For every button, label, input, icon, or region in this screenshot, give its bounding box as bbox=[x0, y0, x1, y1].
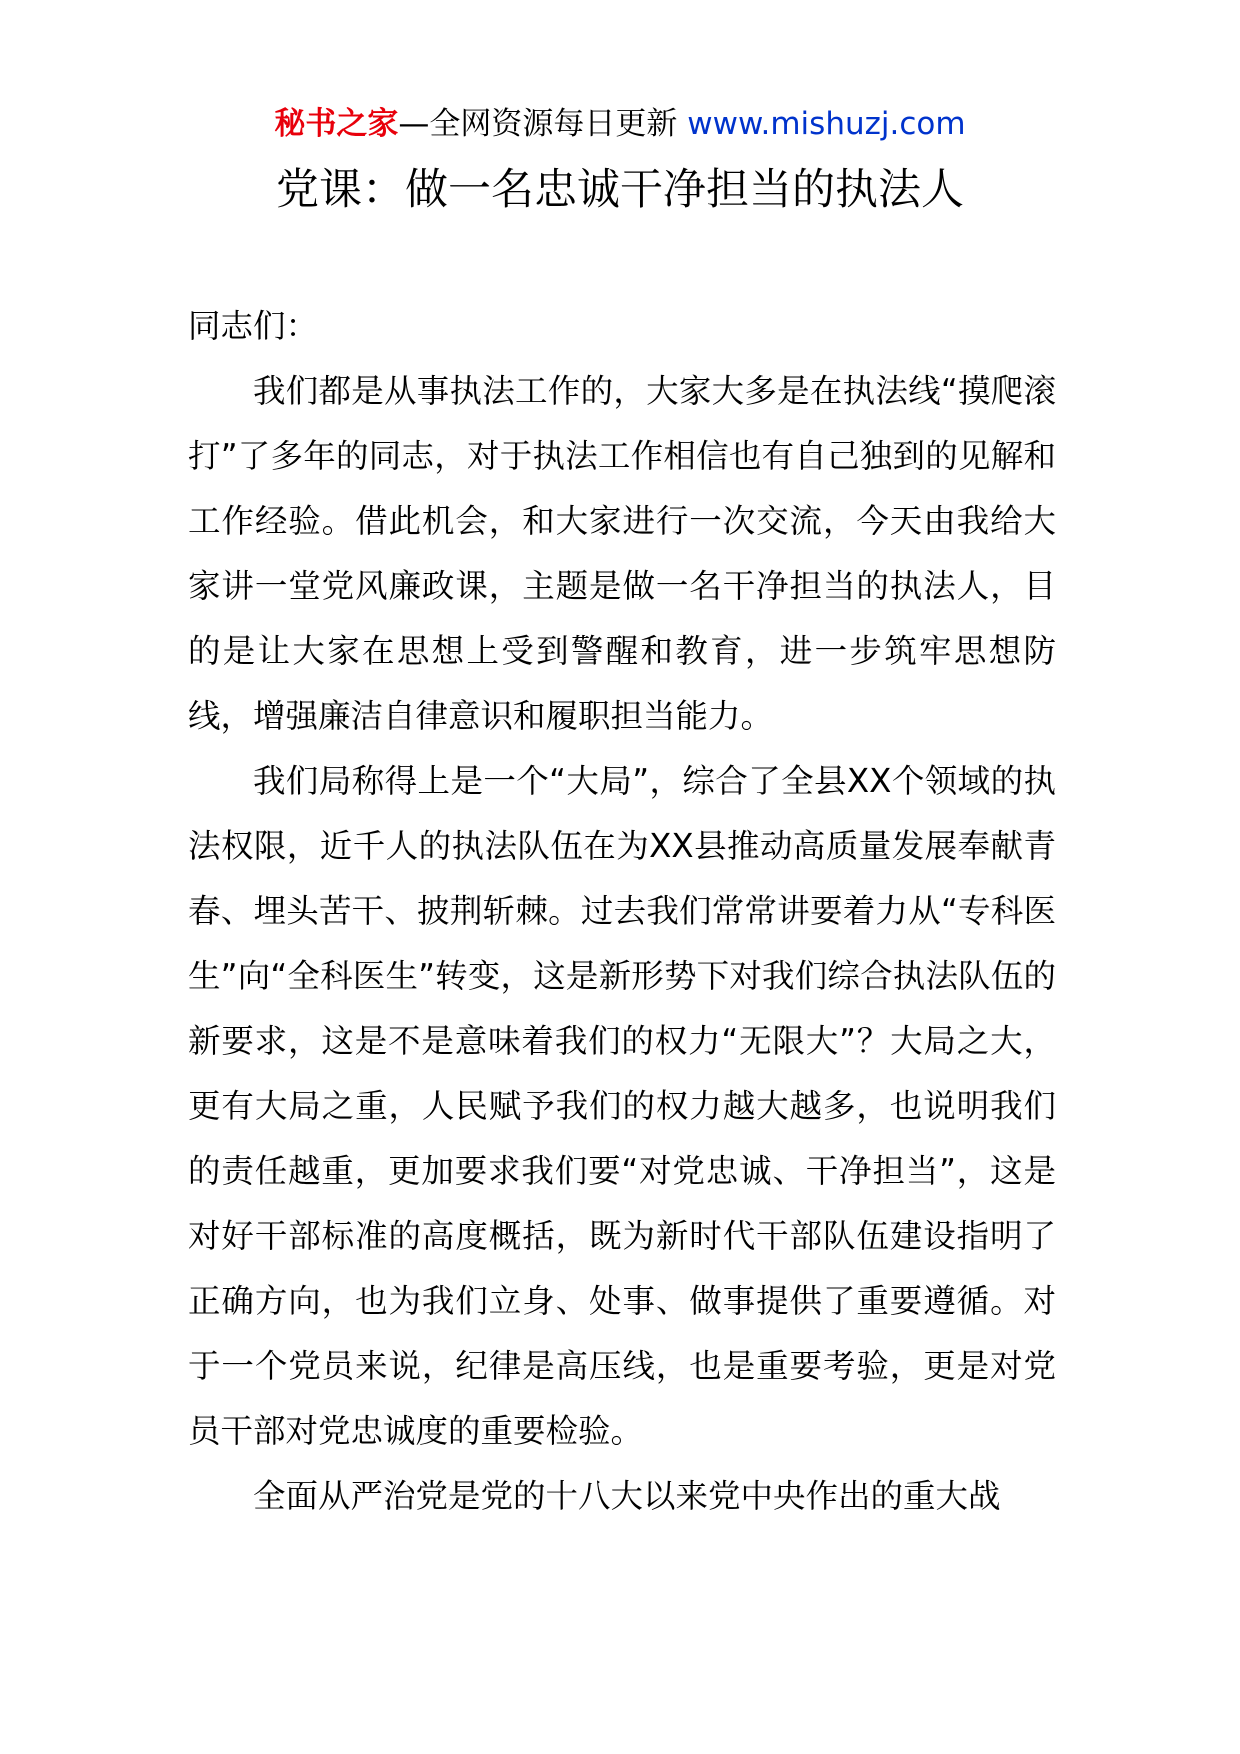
paragraph-1: 我们都是从事执法工作的，大家大多是在执法线“摸爬滚打”了多年的同志，对于执法工作相信也有自己独到的见解和工作经验。借此机会，和大家进行一次交流，今天由我给大家讲一堂党风廉政课，主题是做一名干净担当的执法人，目的是让大家在思想上受到警醒和教育，进一步筑牢思想防线，增强廉洁自律意识和履职担当能力。 bbox=[188, 372, 1056, 735]
site-brand: 秘书之家 bbox=[274, 106, 399, 142]
site-url-link[interactable]: www.mishuzj.com bbox=[687, 106, 966, 142]
site-slogan: —全网资源每日更新 bbox=[398, 106, 688, 142]
site-header bbox=[0, 102, 1240, 146]
document-body bbox=[188, 294, 1056, 1529]
salutation: 同志们： bbox=[188, 307, 319, 345]
paragraph-3: 全面从严治党是党的十八大以来党中央作出的重大战 bbox=[253, 1477, 1001, 1515]
paragraph-2: 我们局称得上是一个“大局”，综合了全县XX个领域的执法权限，近千人的执法队伍在为XX县推动高质量发展奉献青春、埋头苦干、披荆斩棘。过去我们常常讲要着力从“专科医生”向“全科医生”转变，这是新形势下对我们综合执法队伍的新要求，这是不是意味着我们的权力“无限大”？大局之大，更有大局之重，人民赋予我们的权力越大越多，也说明我们的责任越重，更加要求我们要“对党忠诚、干净担当”，这是对好干部标准的高度概括，既为新时代干部队伍建设指明了正确方向，也为我们立身、处事、做事提供了重要遵循。对于一个党员来说，纪律是高压线，也是重要考验，更是对党员干部对党忠诚度的重要检验。 bbox=[188, 762, 1056, 1450]
document-title: 党课：做一名忠诚干净担当的执法人 bbox=[276, 165, 964, 215]
